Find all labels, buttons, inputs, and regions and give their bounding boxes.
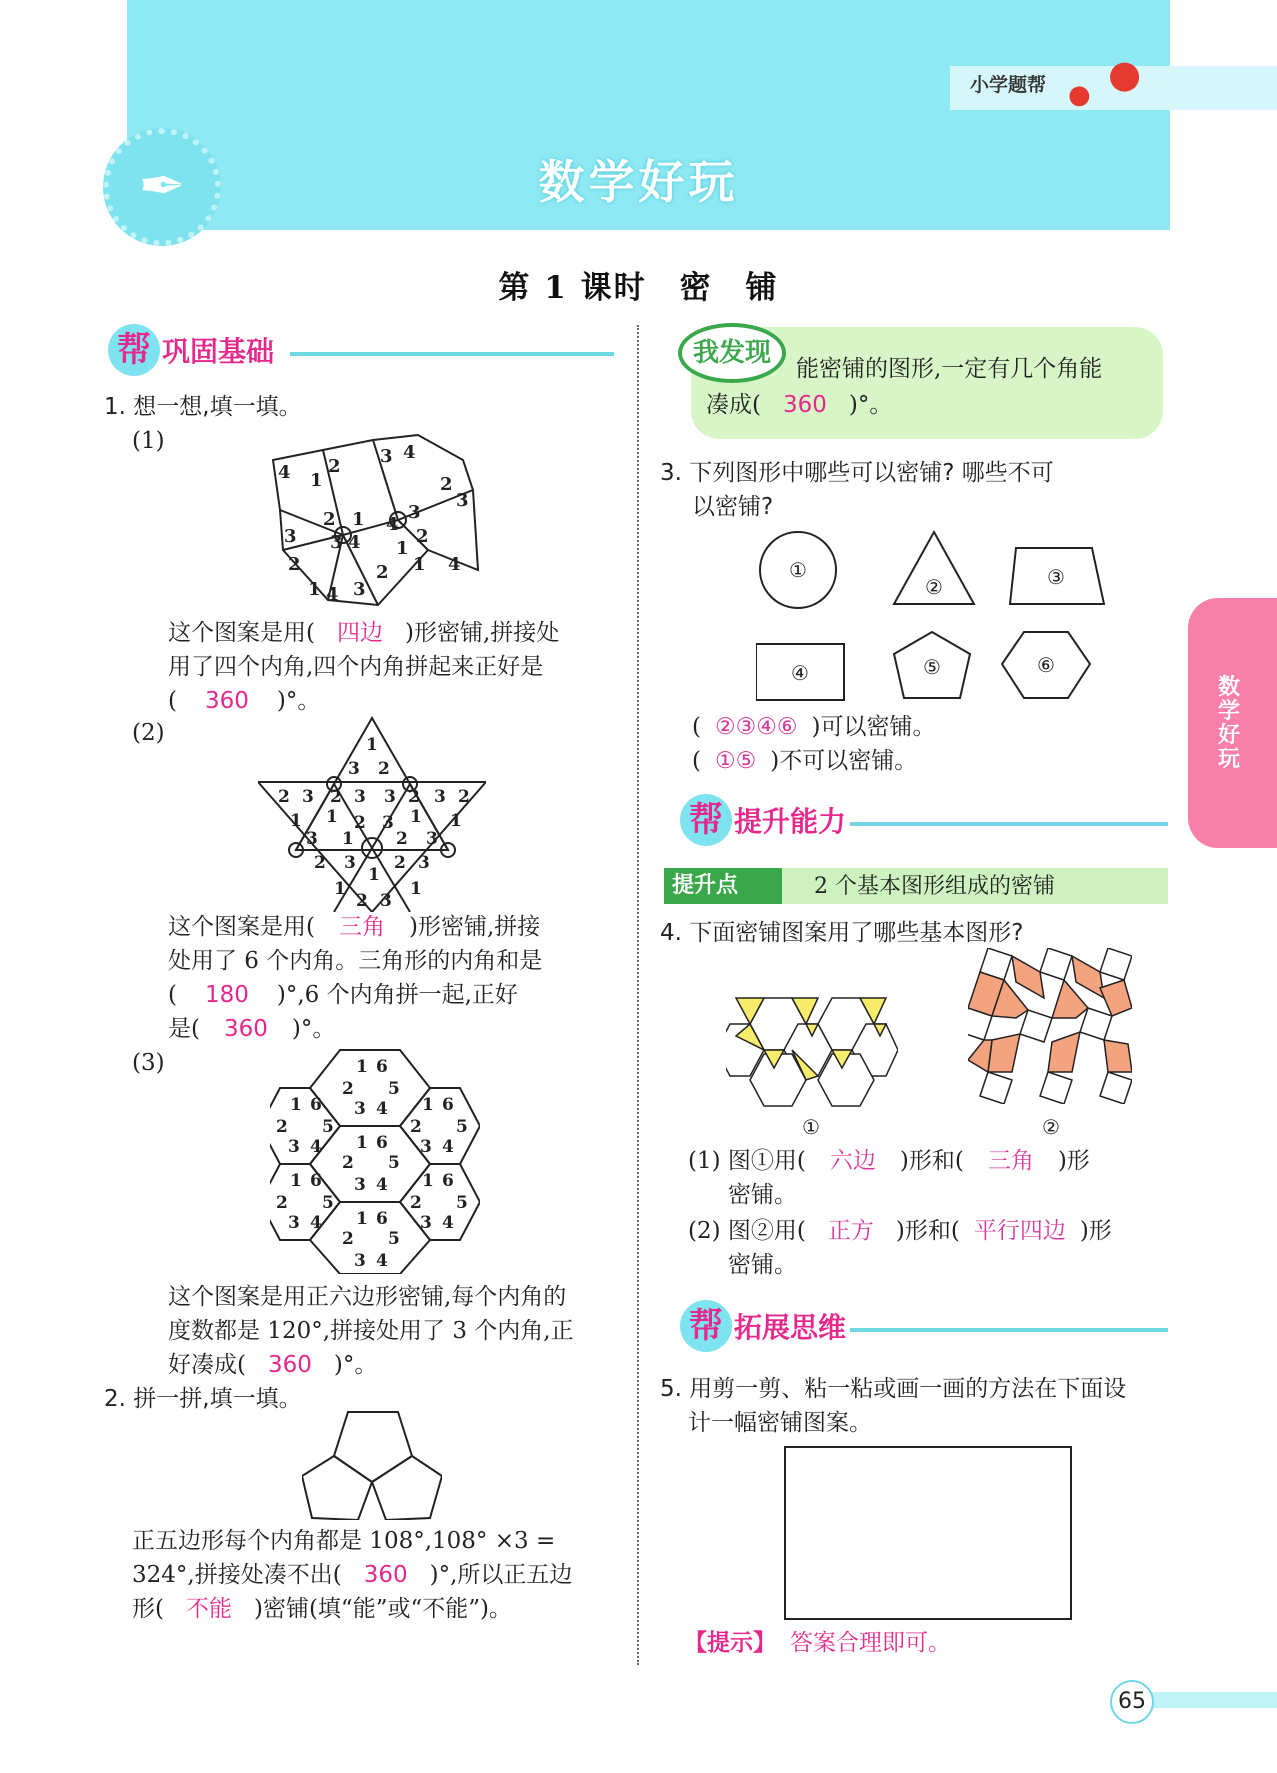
answer-q4-2b: 平行四边 [973, 1218, 1066, 1244]
svg-text:3: 3 [354, 1251, 366, 1271]
shape-label-4: ④ [791, 661, 809, 685]
mushroom-icon: ● [1108, 52, 1142, 96]
q4-2-line2: 密铺。 [728, 1252, 797, 1278]
svg-text:2: 2 [276, 1117, 288, 1137]
svg-text:2: 2 [394, 853, 406, 873]
text: )形和( [895, 1218, 960, 1244]
discovery-tag: 我发现 [678, 323, 786, 383]
quadrilateral-tiling-figure [268, 430, 488, 610]
svg-text:3: 3 [434, 787, 446, 807]
svg-text:6: 6 [376, 1133, 388, 1153]
svg-text:1: 1 [356, 1133, 368, 1153]
side-tab [1188, 598, 1277, 848]
svg-text:1: 1 [308, 579, 321, 600]
svg-text:3: 3 [384, 787, 396, 807]
section-badge: 帮 [680, 1300, 732, 1352]
answer-q1-3: 360 [267, 1352, 312, 1378]
text: )不可以密铺。 [770, 748, 918, 774]
q1-1-line1 [168, 616, 559, 650]
svg-text:3: 3 [380, 891, 392, 911]
svg-text:3: 3 [284, 526, 297, 547]
subq-1-1: (1) [132, 428, 165, 454]
svg-text:2: 2 [323, 509, 336, 530]
page-title: 数学好玩 [538, 155, 739, 209]
svg-text:4: 4 [386, 514, 399, 535]
answer-discovery: 360 [782, 392, 827, 418]
svg-text:6: 6 [310, 1095, 322, 1115]
section-label: 巩固基础 [162, 335, 275, 368]
lesson-title: 第 1 课时 密 铺 [498, 270, 779, 306]
section-heading-expand [680, 1300, 846, 1352]
q1-3-line1: 这个图案是用正六边形密铺,每个内角的 [168, 1284, 567, 1310]
svg-text:6: 6 [376, 1057, 388, 1077]
svg-text:2: 2 [278, 787, 290, 807]
svg-text:6: 6 [376, 1209, 388, 1229]
answer-q2b: 不能 [185, 1596, 232, 1622]
triangle-tiling-figure [258, 716, 486, 912]
question-1: 1. 想一想,填一填。 [104, 394, 302, 420]
question-5-line2: 计一幅密铺图案。 [688, 1410, 872, 1436]
shape-label-3: ③ [1047, 565, 1065, 589]
svg-text:2: 2 [396, 829, 408, 849]
svg-text:4: 4 [376, 1175, 388, 1195]
answer-q1-1b: 360 [204, 688, 249, 714]
svg-text:2: 2 [288, 554, 301, 575]
svg-text:4: 4 [348, 532, 361, 553]
subq-1-3: (3) [132, 1050, 165, 1076]
svg-text:3: 3 [354, 1175, 366, 1195]
svg-text:5: 5 [322, 1193, 334, 1213]
q4-2-line1 [688, 1214, 1112, 1248]
q1-2-line3 [168, 978, 518, 1012]
hint-label: 【提示】 [684, 1630, 776, 1656]
svg-text:1: 1 [356, 1209, 368, 1229]
improve-tag: 提升点 [664, 868, 782, 904]
hint-text: 答案合理即可。 [790, 1630, 951, 1656]
svg-text:4: 4 [442, 1213, 454, 1233]
answer-q2a: 360 [363, 1562, 408, 1588]
figure-2-label: ② [1042, 1115, 1060, 1139]
svg-text:3: 3 [354, 1099, 366, 1119]
q1-1-line3 [168, 684, 320, 718]
q1-2-line1 [168, 910, 540, 944]
svg-text:2: 2 [410, 1117, 422, 1137]
svg-text:3: 3 [288, 1213, 300, 1233]
text: 凑成( [706, 392, 761, 418]
text: )°。 [276, 688, 321, 714]
svg-text:4: 4 [376, 1251, 388, 1271]
svg-text:4: 4 [403, 442, 416, 463]
text: )°。 [848, 392, 893, 418]
svg-text:3: 3 [382, 813, 394, 833]
answer-q4-1a: 六边 [829, 1148, 876, 1174]
subq-1-2: (2) [132, 720, 165, 746]
text: )形密铺,拼接 [408, 914, 541, 940]
svg-text:5: 5 [456, 1117, 468, 1137]
svg-text:1: 1 [366, 735, 378, 755]
section-label: 提升能力 [734, 805, 847, 838]
q2-line3 [132, 1592, 512, 1626]
answer-q3b: ①⑤ [714, 748, 757, 774]
svg-text:2: 2 [354, 813, 366, 833]
column-divider [637, 325, 639, 1665]
svg-text:1: 1 [410, 879, 422, 899]
svg-text:2: 2 [410, 1193, 422, 1213]
svg-text:2: 2 [408, 787, 420, 807]
section-line [850, 1328, 1168, 1332]
text: 这个图案是用( [168, 620, 315, 646]
answer-q1-1a: 四边 [336, 620, 383, 646]
text: 324°,拼接处凑不出( [132, 1562, 342, 1588]
pen-nib-icon: ✒ [103, 128, 221, 246]
text: )°。 [333, 1352, 378, 1378]
q4-1-line1 [688, 1144, 1090, 1178]
text: (1) 图①用( [688, 1148, 806, 1174]
side-tab-label: 数学好玩 [1217, 675, 1240, 772]
answer-q1-2c: 360 [223, 1016, 268, 1042]
svg-text:5: 5 [388, 1079, 400, 1099]
drawing-area[interactable] [784, 1446, 1072, 1620]
svg-text:2: 2 [314, 853, 326, 873]
svg-text:3: 3 [408, 502, 421, 523]
text: ( [692, 748, 701, 774]
svg-text:3: 3 [306, 829, 318, 849]
q3-answer-line1 [692, 710, 935, 744]
text: 这个图案是用( [168, 914, 315, 940]
q1-2-line4 [168, 1012, 335, 1046]
svg-text:4: 4 [448, 554, 461, 575]
q3-answer-line2 [692, 744, 917, 778]
svg-text:3: 3 [354, 787, 366, 807]
svg-text:6: 6 [442, 1171, 454, 1191]
svg-text:2: 2 [356, 891, 368, 911]
answer-q3a: ②③④⑥ [714, 714, 798, 740]
discovery-line1: 能密铺的图形,一定有几个角能 [796, 356, 1103, 382]
text: )形 [1057, 1148, 1090, 1174]
q2-line2 [132, 1558, 572, 1592]
answer-q4-2a: 正方 [827, 1218, 874, 1244]
page-bar [1150, 1692, 1277, 1708]
q2-line1: 正五边形每个内角都是 108°,108° ×3 = [132, 1528, 556, 1554]
svg-text:2: 2 [416, 526, 429, 547]
square-parallelogram-tiling-figure [968, 948, 1132, 1104]
svg-text:2: 2 [342, 1229, 354, 1249]
pentagon-figure [302, 1410, 442, 1520]
shape-label-2: ② [925, 575, 943, 599]
svg-text:3: 3 [348, 759, 360, 779]
question-4: 4. 下面密铺图案用了哪些基本图形? [660, 920, 1024, 946]
svg-text:3: 3 [302, 787, 314, 807]
svg-text:5: 5 [388, 1229, 400, 1249]
q4-1-line2: 密铺。 [728, 1182, 797, 1208]
text: 好凑成( [168, 1352, 246, 1378]
text: ( [168, 982, 177, 1008]
svg-text:2: 2 [276, 1193, 288, 1213]
svg-text:2: 2 [342, 1153, 354, 1173]
text: )形密铺,拼接处 [404, 620, 560, 646]
svg-text:3: 3 [353, 579, 366, 600]
svg-text:6: 6 [310, 1171, 322, 1191]
svg-text:1: 1 [422, 1171, 434, 1191]
section-badge: 帮 [108, 324, 160, 376]
svg-text:5: 5 [456, 1193, 468, 1213]
svg-text:1: 1 [422, 1095, 434, 1115]
svg-text:6: 6 [442, 1095, 454, 1115]
svg-text:3: 3 [330, 532, 343, 553]
svg-text:3: 3 [426, 829, 438, 849]
svg-text:1: 1 [334, 879, 346, 899]
svg-text:2: 2 [342, 1079, 354, 1099]
svg-text:1: 1 [310, 470, 323, 491]
answer-q4-1b: 三角 [987, 1148, 1034, 1174]
svg-text:2: 2 [330, 787, 342, 807]
svg-text:1: 1 [326, 807, 338, 827]
text: )密铺(填“能”或“不能”)。 [253, 1596, 512, 1622]
shapes-figure [756, 528, 1136, 708]
svg-text:1: 1 [290, 1095, 302, 1115]
svg-text:3: 3 [380, 446, 393, 467]
text: )°。 [291, 1016, 336, 1042]
svg-text:5: 5 [388, 1153, 400, 1173]
svg-text:4: 4 [326, 584, 339, 605]
svg-text:2: 2 [440, 474, 453, 495]
svg-text:1: 1 [413, 554, 426, 575]
text: 形( [132, 1596, 164, 1622]
svg-text:1: 1 [410, 807, 422, 827]
svg-text:1: 1 [450, 811, 462, 831]
page-number: 65 [1110, 1680, 1154, 1724]
svg-text:4: 4 [310, 1213, 322, 1233]
shape-label-6: ⑥ [1037, 653, 1055, 677]
section-line [290, 352, 614, 356]
svg-text:3: 3 [420, 1137, 432, 1157]
brand-label: 小学题帮 [970, 74, 1047, 96]
hex-triangle-tiling-figure [726, 996, 898, 1108]
svg-text:5: 5 [322, 1117, 334, 1137]
section-heading-basics [108, 324, 274, 376]
svg-text:3: 3 [456, 490, 469, 511]
figure-1-label: ① [802, 1115, 820, 1139]
svg-text:3: 3 [420, 1213, 432, 1233]
section-badge: 帮 [680, 794, 732, 846]
svg-text:1: 1 [290, 811, 302, 831]
text: 是( [168, 1016, 200, 1042]
question-2: 2. 拼一拼,填一填。 [104, 1386, 302, 1412]
text: ( [168, 688, 177, 714]
svg-text:1: 1 [356, 1057, 368, 1077]
shape-label-5: ⑤ [923, 655, 941, 679]
text: )°,6 个内角拼一起,正好 [276, 982, 518, 1008]
shape-label-1: ① [789, 558, 807, 582]
svg-text:4: 4 [376, 1099, 388, 1119]
svg-text:4: 4 [310, 1137, 322, 1157]
text: )形和( [899, 1148, 964, 1174]
question-3-line1: 3. 下列图形中哪些可以密铺? 哪些不可 [660, 460, 1054, 486]
svg-text:1: 1 [342, 829, 354, 849]
svg-text:1: 1 [396, 538, 409, 559]
question-5-line1: 5. 用剪一剪、粘一粘或画一画的方法在下面设 [660, 1376, 1127, 1402]
svg-text:1: 1 [352, 509, 365, 530]
svg-text:3: 3 [418, 853, 430, 873]
discovery-line2 [706, 388, 892, 422]
q1-3-line2: 度数都是 120°,拼接处用了 3 个内角,正 [168, 1318, 574, 1344]
svg-text:3: 3 [344, 853, 356, 873]
section-heading-improve [680, 794, 846, 846]
answer-q1-2a: 三角 [338, 914, 385, 940]
svg-text:3: 3 [288, 1137, 300, 1157]
question-3-line2: 以密铺? [692, 494, 774, 520]
svg-text:2: 2 [376, 562, 389, 583]
text: )可以密铺。 [811, 714, 936, 740]
svg-text:1: 1 [368, 865, 380, 885]
text: (2) 图②用( [688, 1218, 806, 1244]
section-line [850, 822, 1168, 826]
svg-text:2: 2 [378, 759, 390, 779]
text: )形 [1079, 1218, 1112, 1244]
q1-2-line2: 处用了 6 个内角。三角形的内角和是 [168, 948, 543, 974]
q1-3-line3 [168, 1348, 377, 1382]
answer-q1-2b: 180 [204, 982, 249, 1008]
q1-1-line2: 用了四个内角,四个内角拼起来正好是 [168, 654, 544, 680]
text: )°,所以正五边 [429, 1562, 573, 1588]
svg-text:2: 2 [328, 456, 341, 477]
mushroom-small-icon: ● [1068, 80, 1091, 110]
improve-tag-text: 2 个基本图形组成的密铺 [814, 874, 1055, 899]
hexagon-tiling-figure [270, 1048, 480, 1274]
section-label: 拓展思维 [734, 1311, 847, 1344]
svg-text:2: 2 [458, 787, 470, 807]
svg-text:4: 4 [278, 462, 291, 483]
svg-text:4: 4 [442, 1137, 454, 1157]
svg-text:1: 1 [290, 1171, 302, 1191]
text: ( [692, 714, 701, 740]
hint-line [684, 1626, 951, 1660]
